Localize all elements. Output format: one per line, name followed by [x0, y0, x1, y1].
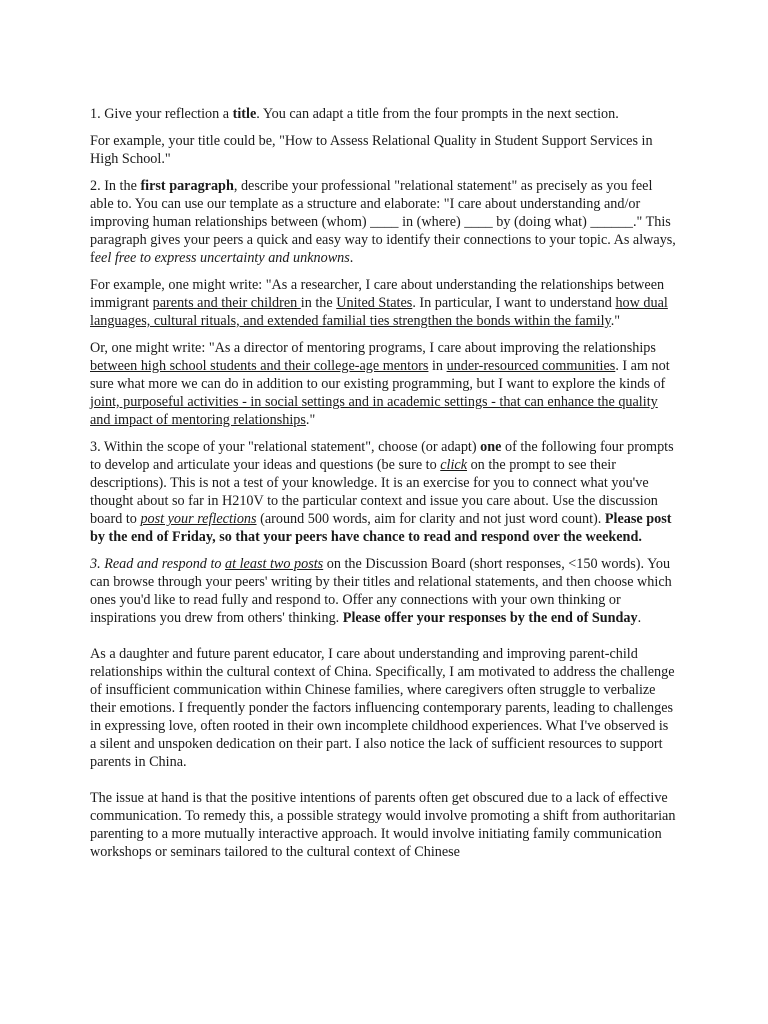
click-link[interactable]: click: [440, 457, 468, 473]
example-director: Or, one might write: "As a director of mentoring programs, I care about improving the relationships between high school students and their college-age mentors in under-resourced communities. I am not sure what more we can do in addition to our existing programming, but I want to explore the kinds of joint, purposeful activities - in social settings and in academic settings - that can enhance the quality and impact of mentoring relationships.": [90, 340, 670, 428]
reflection-paragraph-1: As a daughter and future parent educator, I care about understanding and improving parent-child relationships within the cultural context of China. Specifically, I am motivated to address the challenge of insufficient communication within Chinese families, where caregivers often struggle to verbalize their emotions. I frequently ponder the factors influencing contemporary parents, leading to challenges in expressing love, often rooted in their own incomplete childhood experiences. What I've observed is a silent and unspoken dedication on their part. I also notice the lack of sufficient resources to support parents in China.: [90, 646, 675, 770]
title-example: For example, your title could be, "How to Assess Relational Quality in Student Support Services in High School.": [90, 133, 653, 167]
document-page: [90, 105, 678, 870]
instruction-first-paragraph: 2. In the first paragraph, describe your professional "relational statement" as precisely as you feel able to. You can use our template as a structure and elaborate: "I care about understanding and/or improving human relationships between (whom) ____ in (where) ____ by (doing what) ______." This paragraph gives your peers a quick and easy way to identify their connections to your topic. As always, feel free to express uncertainty and unknowns.: [90, 178, 676, 266]
example-researcher: For example, one might write: "As a researcher, I care about understanding the relationships between immigrant parents and their children in the United States. In particular, I want to understand how dual languages, cultural rituals, and extended familial ties strengthen the bonds within the family.": [90, 277, 668, 329]
instruction-title: 1. Give your reflection a title. You can adapt a title from the four prompts in the next section.: [90, 106, 619, 122]
at-least-two-posts-link[interactable]: at least two posts: [225, 556, 324, 572]
reflection-paragraph-2: The issue at hand is that the positive intentions of parents often get obscured due to a lack of effective communication. To remedy this, a possible strategy would involve promoting a shift from authoritarian parenting to a more mutually interactive approach. It would involve initiating family communication workshops or seminars tailored to the cultural context of Chinese: [90, 790, 676, 860]
post-reflections-link[interactable]: post your reflections: [140, 511, 257, 527]
instruction-prompts: 3. Within the scope of your "relational statement", choose (or adapt) one of the following four prompts to develop and articulate your ideas and questions (be sure to click on the prompt to see their descriptions). This is not a test of your knowledge. It is an exercise for you to connect what you've thought about so far in H210V to the particular context and issue you care about. Use the discussion board to post your reflections (around 500 words, aim for clarity and not just word count). Please post by the end of Friday, so that your peers have chance to read and respond over the weekend.: [90, 439, 674, 545]
instruction-respond: 3. Read and respond to at least two posts on the Discussion Board (short responses, <150 words). You can browse through your peers' writing by their titles and relational statements, and then choose which ones you'd like to read fully and respond to. Offer any connections with your own thinking or inspirations you drew from others' thinking. Please offer your responses by the end of Sunday.: [90, 556, 672, 626]
